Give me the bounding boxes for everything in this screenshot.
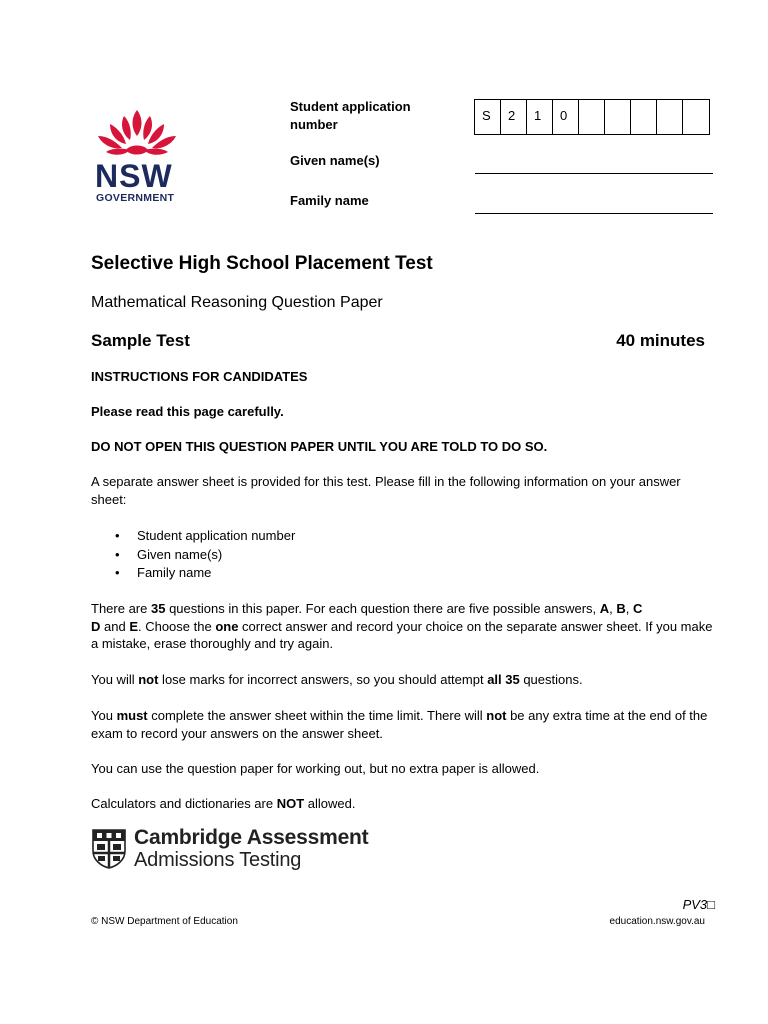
read-carefully-text: Please read this page carefully. (91, 404, 284, 419)
instructions-header: INSTRUCTIONS FOR CANDIDATES (91, 369, 308, 384)
list-item: • Family name (91, 564, 295, 583)
given-name-field[interactable] (475, 173, 713, 174)
application-number-boxes[interactable] (474, 99, 710, 135)
cambridge-shield-icon (92, 829, 126, 869)
questions-paragraph: There are 35 questions in this paper. For each question there are five possible answers, A, B, C D and E. Choose the one correct answer and record your choice on the separate answer sheet. If you make a mistake, erase thoroughly and try again. (91, 601, 713, 651)
application-number-label: Student application number (290, 99, 411, 132)
application-box[interactable] (579, 100, 605, 134)
time-limit-paragraph: You must complete the answer sheet within the time limit. There will not be any extra time at the end of the exam to record your answers on the answer sheet. (91, 708, 708, 741)
list-item: • Student application number (91, 527, 295, 546)
family-name-field[interactable] (475, 213, 713, 214)
sample-test-label: Sample Test (91, 331, 190, 350)
application-box[interactable]: S (475, 100, 501, 134)
cambridge-subtitle: Admissions Testing (134, 849, 302, 871)
given-name-label: Given name(s) (290, 153, 380, 168)
government-wordmark: GOVERNMENT (96, 192, 175, 204)
answer-sheet-fields-list (91, 527, 295, 583)
page-subtitle: Mathematical Reasoning Question Paper (91, 294, 383, 311)
website-link[interactable]: education.nsw.gov.au (609, 916, 705, 927)
copyright-text: © NSW Department of Education (91, 916, 238, 927)
answer-sheet-intro: A separate answer sheet is provided for this test. Please fill in the following information on your answer sheet: (91, 474, 681, 507)
application-box[interactable]: 0 (553, 100, 579, 134)
family-name-label: Family name (290, 193, 369, 208)
application-box[interactable] (657, 100, 683, 134)
application-box[interactable] (631, 100, 657, 134)
paper-code: PV3□ (682, 897, 715, 912)
calculators-paragraph: Calculators and dictionaries are NOT allowed. (91, 796, 356, 811)
list-item: • Given name(s) (91, 546, 295, 565)
do-not-open-text: DO NOT OPEN THIS QUESTION PAPER UNTIL YOU ARE TOLD TO DO SO. (91, 439, 548, 454)
marks-paragraph: You will not lose marks for incorrect answers, so you should attempt all 35 questions. (91, 672, 583, 687)
working-out-paragraph: You can use the question paper for working out, but no extra paper is allowed. (91, 761, 540, 776)
application-box[interactable] (605, 100, 631, 134)
page-title: Selective High School Placement Test (91, 253, 433, 274)
cambridge-title: Cambridge Assessment (134, 826, 369, 849)
duration-label: 40 minutes (616, 331, 705, 350)
nsw-wordmark: NSW (95, 158, 173, 194)
application-box[interactable] (683, 100, 709, 134)
application-box[interactable]: 2 (501, 100, 527, 134)
application-box[interactable]: 1 (527, 100, 553, 134)
